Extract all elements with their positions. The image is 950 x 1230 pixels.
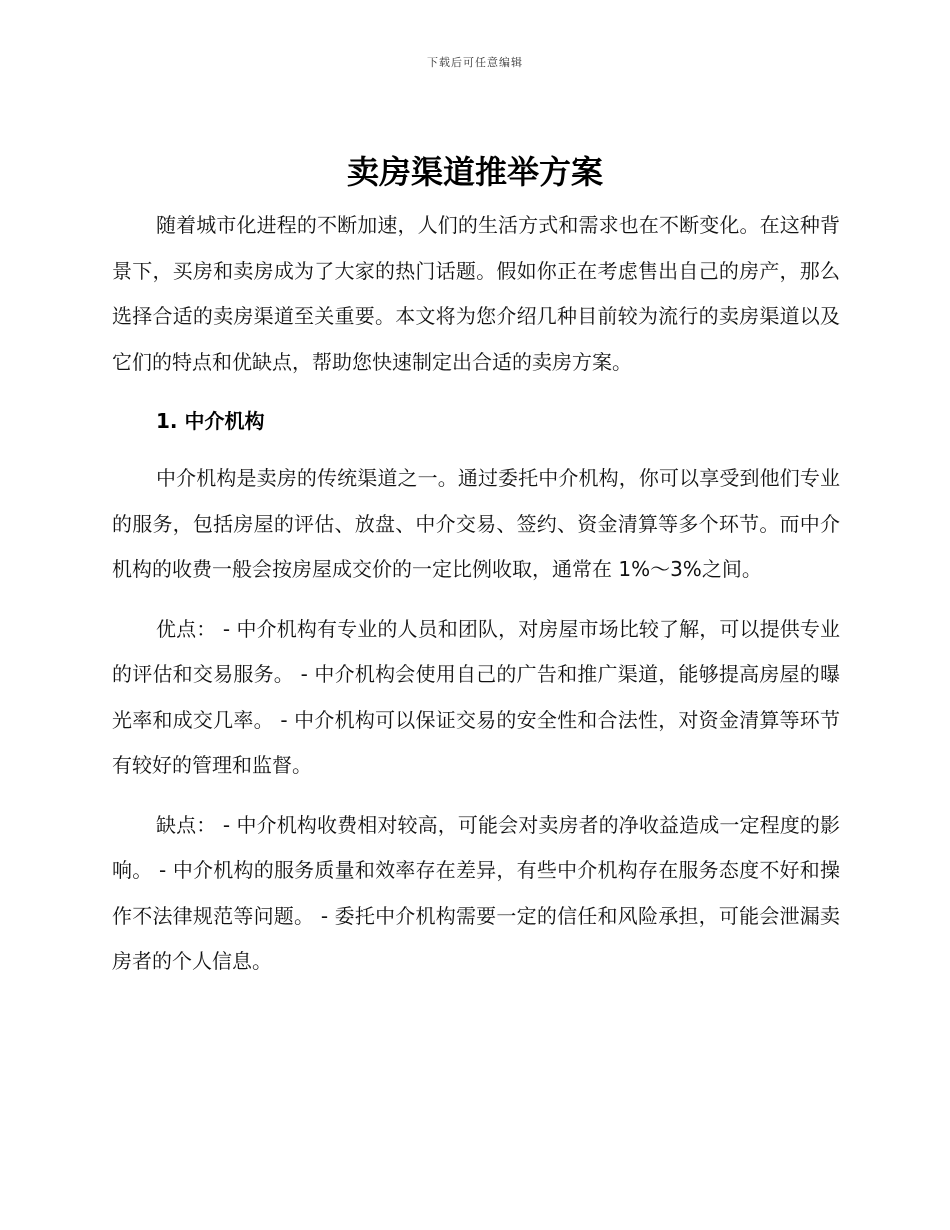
document-body (112, 203, 840, 985)
agency-advantages-paragraph: 优点： - 中介机构有专业的人员和团队，对房屋市场比较了解，可以提供专业的评估和交易服务。 - 中介机构会使用自己的广告和推广渠道，能够提高房屋的曝光率和成交几率。 - 中介机构可以保证交易的安全性和合法性，对资金清算等环节有较好的管理和监督。 (112, 616, 840, 777)
section-heading-agency: 1. 中介机构 (156, 409, 265, 433)
agency-description-paragraph: 中介机构是卖房的传统渠道之一。通过委托中介机构，你可以享受到他们专业的服务，包括房屋的评估、放盘、中介交易、签约、资金清算等多个环节。而中介机构的收费一般会按房屋成交价的一定比例收取，通常在 1%～3%之间。 (112, 466, 840, 581)
page-header-note: 下载后可任意编辑 (427, 56, 523, 69)
agency-disadvantages-paragraph: 缺点： - 中介机构收费相对较高，可能会对卖房者的净收益造成一定程度的影响。 - 中介机构的服务质量和效率存在差异，有些中介机构存在服务态度不好和操作不法律规范等问题。 - 委托中介机构需要一定的信任和风险承担，可能会泄漏卖房者的个人信息。 (112, 812, 840, 973)
intro-paragraph: 随着城市化进程的不断加速，人们的生活方式和需求也在不断变化。在这种背景下，买房和卖房成为了大家的热门话题。假如你正在考虑售出自己的房产，那么选择合适的卖房渠道至关重要。本文将为您介绍几种目前较为流行的卖房渠道以及它们的特点和优缺点，帮助您快速制定出合适的卖房方案。 (112, 213, 840, 374)
document-title: 卖房渠道推举方案 (346, 153, 603, 191)
